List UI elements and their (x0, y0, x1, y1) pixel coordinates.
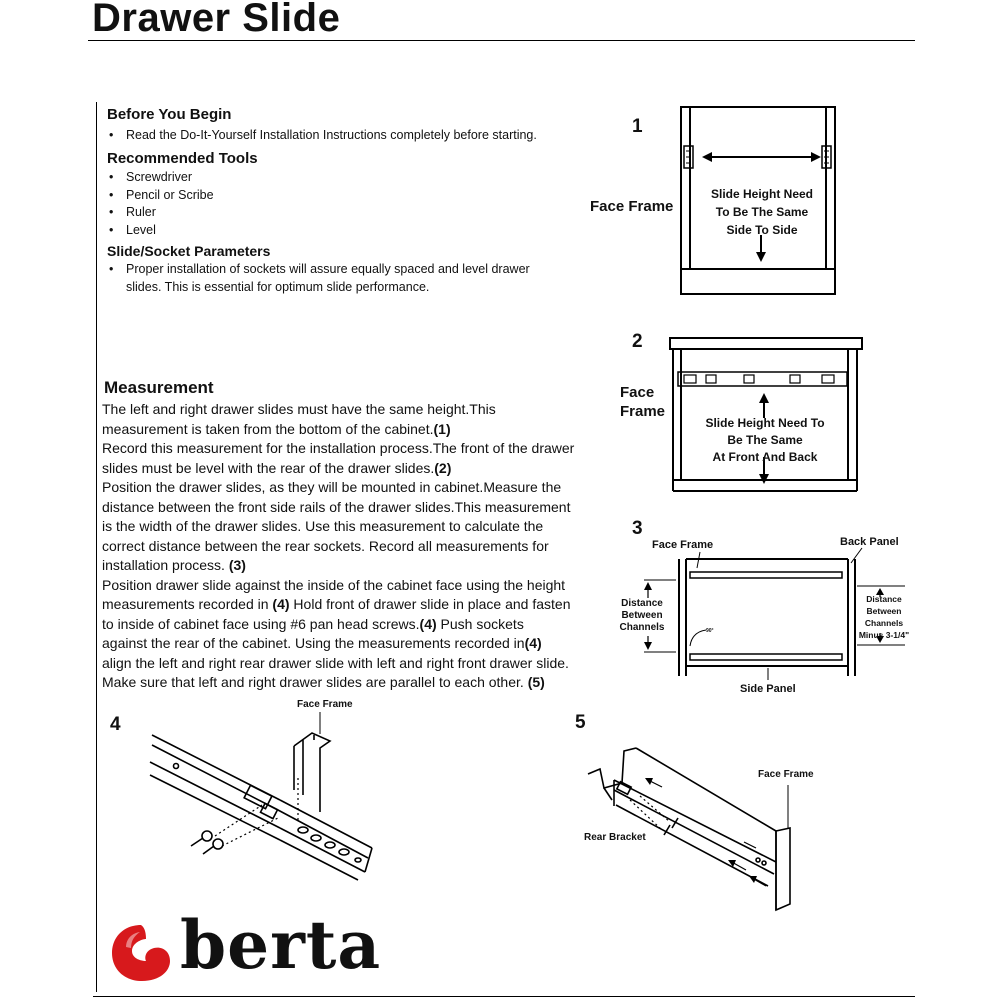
fig3-side-panel-label: Side Panel (740, 683, 796, 695)
fig5-face-frame-label: Face Frame (758, 769, 814, 780)
fig2-face-label: Face (620, 384, 655, 401)
tools-heading: Recommended Tools (107, 150, 258, 167)
measurement-line: The left and right drawer slides must have the same height.This (102, 401, 496, 417)
fig5-rear-bracket-label: Rear Bracket (584, 832, 646, 843)
fig3-back-panel-label: Back Panel (840, 536, 899, 548)
fig1-note: Slide Height Need To Be The Same Side To Side (710, 187, 814, 237)
list-item: • Level (107, 222, 214, 240)
before-heading: Before You Begin (107, 106, 232, 123)
measurement-line: slides must be level with the rear of the drawer slides.(2) (102, 459, 452, 476)
fig3-left-distance: Distance Between Channels (619, 598, 665, 633)
fig4-face-frame-label: Face Frame (297, 699, 353, 710)
measurement-line: Position drawer slide against the inside of the cabinet face using the height (102, 576, 566, 593)
params-heading: Slide/Socket Parameters (107, 243, 271, 259)
fig4-number: 4 (110, 714, 121, 735)
measurement-line: against the rear of the cabinet. Using the measurements recorded in(4) (102, 635, 542, 651)
fig2-number: 2 (632, 331, 643, 352)
logo-mark (112, 925, 170, 981)
measurement-heading: Measurement (104, 378, 214, 397)
measurement-line: measurement is taken from the bottom of the cabinet.(1) (102, 420, 451, 437)
fig3-angle: 90° (706, 628, 714, 634)
measurement-line: Position the drawer slides, as they will be mounted in cabinet.Measure the (102, 479, 562, 495)
brand-logo-text: berta (180, 906, 382, 984)
measurement-line: Record this measurement for the installation process.The front of the drawer (102, 440, 575, 456)
list-item: • Read the Do-It-Yourself Installation Instructions completely before starting. (107, 127, 537, 145)
params-line-1: Proper installation of sockets will assure equally spaced and level drawer (126, 262, 530, 276)
measurement-line: measurements recorded in (4) Hold front of drawer slide in place and fasten (102, 596, 571, 612)
fig2-frame-label: Frame (620, 403, 666, 420)
fig3-face-frame-label: Face Frame (652, 539, 714, 551)
fig1-number: 1 (632, 116, 643, 137)
fig2-note: Slide Height Need To Be The Same At Front And Back (705, 416, 825, 464)
list-item: • Pencil or Scribe (107, 187, 214, 205)
fig3-number: 3 (632, 518, 643, 539)
measurement-line: Make sure that left and right drawer slides are parallel to each other. (5) (102, 674, 545, 690)
fig3-right-distance: Distance Between Channels Minus 3-1/4" (858, 594, 910, 640)
fig5-number: 5 (575, 712, 586, 733)
measurement-line: align the left and right rear drawer slide with left and right front drawer slide. (102, 654, 569, 671)
measurement-line: installation process. (3) (102, 557, 246, 573)
fig1-face-frame-label: Face Frame (590, 198, 674, 215)
bottom-divider (93, 996, 915, 997)
params-line-2: slides. This is essential for optimum slide performance. (126, 279, 430, 294)
measurement-line: correct distance between the rear sockets. Record all measurements for (102, 537, 549, 554)
brand-logo-icon (110, 921, 172, 983)
measurement-line: is the width of the drawer slides. Use this measurement to calculate the (102, 518, 544, 534)
list-item: • Ruler (107, 204, 214, 222)
page-title: Drawer Slide (92, 0, 341, 40)
measurement-line: distance between the front side rails of the drawer slides.This measurement (102, 498, 571, 515)
list-item: • Screwdriver (107, 169, 214, 187)
measurement-line: to inside of cabinet face using #6 pan head screws.(4) Push sockets (102, 615, 524, 632)
